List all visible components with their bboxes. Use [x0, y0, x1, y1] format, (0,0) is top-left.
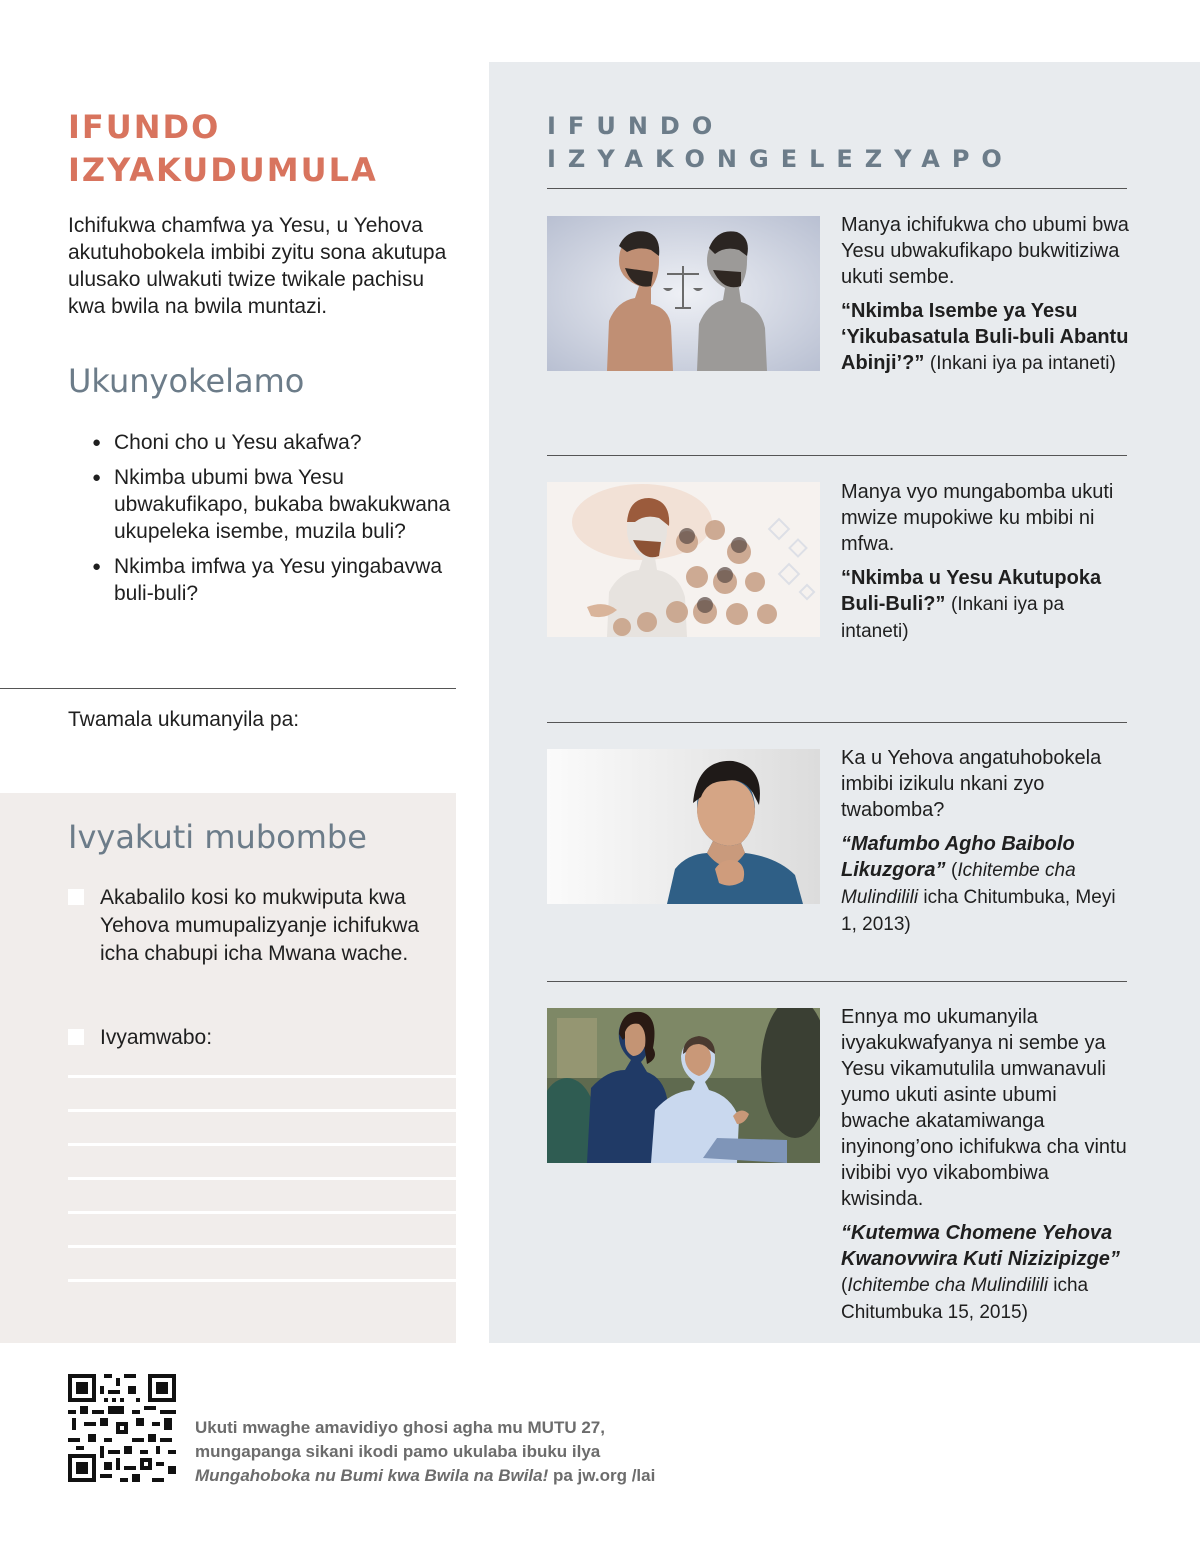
- lesson-summary-title: IFUNDO IZYAKUDUMULA: [68, 108, 378, 189]
- qr-code-icon[interactable]: [68, 1374, 176, 1482]
- item-description: Manya vyo mungabomba ukuti mwize mupokiwe ku mbibi ni mfwa.: [841, 481, 1114, 555]
- further-study-item: [841, 212, 1131, 377]
- writing-line[interactable]: [68, 1143, 456, 1146]
- divider: [0, 688, 456, 689]
- divider: [547, 188, 1127, 189]
- website-link[interactable]: pa jw.org /lai: [548, 1466, 656, 1485]
- footer-line: Ukuti mwaghe amavidiyo ghosi agha mu MUTU 27,: [195, 1418, 605, 1437]
- item-description: Ka u Yehova angatuhobokela imbibi izikulu nkani zyo twabomba?: [841, 747, 1102, 821]
- article-source: (Ichitembe cha Mulindilili icha Chitumbuka 15, 2015): [841, 1275, 1089, 1323]
- article-link[interactable]: [841, 1220, 1131, 1326]
- tasks-box: [0, 793, 456, 1343]
- article-title[interactable]: “Nkimba u Yesu Akutupoka Buli-Buli?”: [841, 567, 1102, 615]
- writing-line[interactable]: [68, 1109, 456, 1112]
- further-study-item: [841, 745, 1131, 938]
- writing-line[interactable]: [68, 1177, 456, 1180]
- item-description: Manya ichifukwa cho ubumi bwa Yesu ubwakufikapo bukwitiziwa ukuti sembe.: [841, 214, 1129, 288]
- completed-label: Twamala ukumanyila pa:: [68, 708, 300, 731]
- man-praying-image: [547, 749, 820, 904]
- jesus-crowd-image: [547, 482, 820, 637]
- checkbox[interactable]: [68, 889, 84, 905]
- divider: [547, 722, 1127, 723]
- list-item: ● Nkimba ubumi bwa Yesu ubwakufikapo, bukaba bwakukwana ukupeleka isembe, muzila buli?: [92, 464, 454, 545]
- footer-line: [195, 1464, 655, 1488]
- divider: [547, 455, 1127, 456]
- article-source: (Ichitembe cha Mulindilili icha Chitumbuka, Meyi 1, 2013): [841, 860, 1116, 935]
- couple-talking-image: [547, 1008, 820, 1163]
- writing-line[interactable]: [68, 1245, 456, 1248]
- article-title[interactable]: “Mafumbo Agho Baibolo Likuzgora”: [841, 833, 1075, 881]
- further-study-item: [841, 1004, 1131, 1326]
- article-link[interactable]: [841, 298, 1131, 377]
- summary-text: Ichifukwa chamfwa ya Yesu, u Yehova akutuhobokela imbibi zyitu sona akutupa ulusako ulwakuti twize twikale pachisu kwa bwila na bwila muntazi.: [68, 214, 447, 318]
- task-item-prayer[interactable]: [68, 884, 438, 968]
- item-description: Ennya mo ukumanyila ivyakukwafyanya ni sembe ya Yesu vikamutulila umwanavuli yumo ukuti asinte ubumi bwache akatamiwanga inyinong’ono ichifukwa cha vintu ivibibi vyo vikabombiwa kwisinda.: [841, 1006, 1127, 1210]
- checkbox[interactable]: [68, 1029, 84, 1045]
- book-title: Mungahoboka nu Bumi kwa Bwila na Bwila!: [195, 1466, 549, 1485]
- writing-line[interactable]: [68, 1075, 456, 1078]
- article-title[interactable]: “Kutemwa Chomene Yehova Kwanovwira Kuti Nizizipizge”: [841, 1222, 1120, 1270]
- article-source: (Inkani iya pa intaneti): [841, 594, 1065, 642]
- task-item-other[interactable]: [68, 1024, 212, 1052]
- footer-note: [195, 1416, 655, 1488]
- list-item: ● Choni cho u Yesu akafwa?: [92, 429, 454, 456]
- list-item: ● Nkimba imfwa ya Yesu yingabavwa buli-buli?: [92, 553, 454, 607]
- review-heading: Ukunyokelamo: [68, 362, 305, 400]
- task-label: Ivyamwabo:: [100, 1026, 213, 1049]
- writing-line[interactable]: [68, 1211, 456, 1214]
- article-title[interactable]: “Nkimba Isembe ya Yesu ‘Yikubasatula Buli-buli Abantu Abinji’?”: [841, 300, 1129, 374]
- footer-line: mungapanga sikani ikodi pamo ukulaba ibuku ilya: [195, 1442, 601, 1461]
- further-study-title: IFUNDO IZYAKONGELEZYAPO: [547, 112, 1014, 173]
- writing-line[interactable]: [68, 1279, 456, 1282]
- divider: [547, 981, 1127, 982]
- tasks-heading: Ivyakuti mubombe: [68, 818, 367, 856]
- task-label: Akabalilo kosi ko mukwiputa kwa Yehova mumupalizyanje ichifukwa icha chabupi icha Mwana wache.: [100, 886, 420, 965]
- article-source: (Inkani iya pa intaneti): [929, 353, 1116, 374]
- further-study-item: [841, 479, 1131, 645]
- article-link[interactable]: [841, 831, 1131, 938]
- article-link[interactable]: [841, 565, 1131, 645]
- two-men-scale-image: [547, 216, 820, 371]
- review-questions: [92, 429, 454, 615]
